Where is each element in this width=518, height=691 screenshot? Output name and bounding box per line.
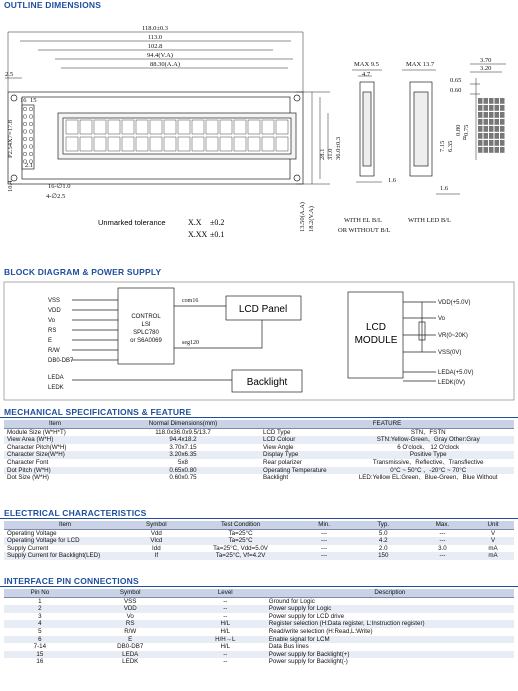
mech-cell: Character Font — [7, 458, 49, 466]
elec-cell: mA — [472, 552, 514, 560]
dim-8: 8 — [463, 135, 467, 142]
pins-row — [4, 658, 514, 666]
pin-hole — [23, 122, 27, 126]
elec-header: Max. — [413, 521, 472, 529]
controller-line-3: SPLC780 — [133, 330, 159, 336]
mech-row — [4, 428, 514, 436]
dim-113: 113.0 — [147, 34, 163, 41]
controller-line-4: or S6A0069 — [130, 338, 162, 344]
dim-3-70: 3.70 — [480, 57, 492, 64]
dim-1-6a: 1.6 — [388, 177, 397, 184]
dim-16: 16 — [20, 97, 27, 104]
matrix-dot — [489, 133, 494, 139]
elec-header: Typ. — [354, 521, 413, 529]
mech-row — [4, 459, 514, 467]
pins-cell: 3 — [38, 612, 42, 620]
dim-0-80: 0.80 — [455, 124, 462, 136]
pins-cell: Vo — [126, 612, 134, 620]
elec-cell: 5.0 — [378, 529, 388, 537]
elec-row — [4, 545, 514, 553]
el-note-1: WITH EL B/L — [344, 217, 383, 224]
elec-cell: Ta=25°C, Vf=4.2V — [187, 552, 295, 560]
elec-header: Unit — [472, 521, 514, 529]
dim-0-75: 0.75 — [463, 124, 470, 136]
pins-cell: H/L — [220, 643, 231, 651]
matrix-dot — [500, 112, 505, 118]
mech-cell: Rear polarizer — [263, 458, 302, 466]
matrix-dot — [484, 140, 489, 146]
tol2-val: ±0.1 — [210, 230, 225, 239]
mech-cell: Module Size (W*H*T) — [7, 428, 66, 436]
mech-cell: 94.4x18.2 — [106, 436, 260, 444]
elec-cell: V — [490, 529, 496, 537]
pins-cell: H/H→L — [185, 636, 266, 644]
pins-cell: Enable signal for LCM — [266, 636, 514, 644]
pins-cell: LEDA — [76, 651, 185, 659]
matrix-dot — [500, 140, 505, 146]
pin-hole — [23, 107, 27, 111]
elec-row — [4, 552, 514, 560]
pins-cell: 5 — [38, 627, 42, 635]
block-pin-rw: R/W — [48, 348, 60, 354]
mech-cell: 0.65x0.80 — [106, 467, 260, 475]
pins-cell: -- — [223, 597, 228, 605]
pins-cell: E — [76, 636, 185, 644]
pin-hole — [29, 145, 33, 149]
elec-spec-table — [4, 521, 514, 560]
matrix-dot — [478, 133, 483, 139]
mech-row — [4, 444, 514, 452]
pins-cell: Power supply for Backlight(-) — [268, 658, 348, 666]
elec-cell: --- — [413, 552, 472, 560]
right-pin-vr: VR(0~20K) — [438, 333, 468, 339]
matrix-dot — [478, 147, 483, 153]
pins-cell: 16 — [36, 658, 44, 666]
dot-matrix-detail — [478, 98, 505, 153]
elec-cell: --- — [321, 544, 328, 552]
pins-cell: H/L — [220, 627, 231, 635]
elec-cell: Vdd — [150, 529, 162, 537]
dim-18-2: 18.2(V.A) — [308, 206, 315, 232]
elec-cell: Ta=25°C, Vdd=5.0V — [213, 544, 268, 552]
elec-cell: Idd — [152, 544, 161, 552]
elec-header: Test Condition — [187, 521, 295, 529]
pins-cell: 1 — [38, 597, 42, 605]
matrix-dot — [495, 147, 500, 153]
matrix-dot — [495, 126, 500, 132]
elec-cell: If — [126, 552, 186, 560]
mech-cell: 0.60x0.75 — [169, 474, 197, 482]
mech-row — [4, 467, 514, 475]
matrix-dot — [489, 140, 494, 146]
dim-10-4: 10.4 — [7, 180, 14, 192]
elec-header: Min. — [295, 521, 354, 529]
dim-6-35: 6.35 — [447, 140, 454, 152]
pins-cell: -- — [223, 658, 228, 666]
dim-31: 31.0 — [327, 148, 334, 160]
pins-cell: -- — [185, 651, 266, 659]
backlight-label: Backlight — [246, 377, 288, 388]
elec-cell: --- — [413, 537, 472, 545]
elec-cell: --- — [295, 537, 354, 545]
matrix-dot — [478, 98, 483, 104]
pins-cell: H/L — [185, 620, 266, 628]
matrix-dot — [489, 112, 494, 118]
dim-2-5: 2.5 — [5, 71, 14, 78]
dim-2-1: 2.1 — [25, 162, 34, 169]
mech-cell: View Area (W*H) — [4, 436, 106, 444]
pins-cell: 15 — [4, 651, 76, 659]
tol1-val: ±0.2 — [210, 218, 225, 227]
pin-hole — [29, 107, 33, 111]
pin-hole — [29, 130, 33, 134]
elec-cell: Ta=25°C — [228, 529, 253, 537]
pin-holes — [23, 107, 33, 163]
elec-cell: 4.2 — [354, 537, 413, 545]
matrix-dot — [489, 126, 494, 132]
pins-cell: 2 — [4, 605, 76, 613]
pins-cell: Ground for Logic — [268, 597, 315, 605]
pins-cell: R/W — [124, 627, 137, 635]
pin-hole — [29, 152, 33, 156]
block-pin-vss: VSS — [48, 298, 61, 304]
controller-line-1: CONTROL — [131, 314, 161, 320]
mech-cell: Dot Pitch (W*H) — [4, 467, 106, 475]
matrix-dot — [495, 133, 500, 139]
matrix-dot — [489, 147, 494, 153]
mech-cell: 118.0x36.0x9.5/13.7 — [155, 428, 211, 436]
module-label-2: MODULE — [354, 335, 398, 346]
matrix-dot — [484, 112, 489, 118]
elec-header: Symbol — [126, 521, 186, 529]
elec-cell: Vlcd — [126, 537, 186, 545]
right-pin-vss: VSS(0V) — [438, 350, 462, 356]
pins-cell: Read/write selection (H:Read,L:Write) — [268, 627, 373, 635]
matrix-dot — [484, 126, 489, 132]
mech-spec-table — [4, 420, 514, 482]
block-diagram — [0, 280, 518, 402]
mech-header-feature: FEATURE — [260, 420, 514, 428]
elec-cell: --- — [295, 552, 354, 560]
mech-cell: 3.20x6.35 — [106, 451, 260, 459]
pins-section-title: INTERFACE PIN CONNECTIONS — [4, 576, 139, 586]
matrix-dot — [500, 98, 505, 104]
matrix-dot — [484, 147, 489, 153]
seg-label: seg120 — [182, 340, 199, 346]
block-pin-e: E — [48, 338, 53, 344]
pins-header: Level — [185, 589, 266, 597]
dim-holes-2: 4-∅2.5 — [46, 193, 66, 200]
pins-cell: LEDK — [122, 658, 139, 666]
pins-cell: 4 — [4, 620, 76, 628]
elec-header: Item — [4, 521, 126, 529]
dim-13-5: 13.50(A.A) — [299, 202, 306, 232]
mech-cell: Display Type — [260, 451, 342, 459]
elec-cell: Ta=25°C — [187, 537, 295, 545]
outline-section-title: OUTLINE DIMENSIONS — [4, 0, 102, 10]
dim-28-1: 28.1 — [319, 148, 326, 160]
elec-cell: 2.0 — [378, 544, 388, 552]
matrix-dot — [489, 105, 494, 111]
pins-header: Symbol — [76, 589, 185, 597]
elec-row — [4, 537, 514, 545]
pins-row — [4, 597, 514, 605]
mech-cell: 5x8 — [178, 458, 188, 466]
mech-cell: STN、FSTN — [410, 428, 446, 436]
matrix-dot — [500, 133, 505, 139]
elec-cell: Supply Current — [7, 544, 49, 552]
side-view-el — [352, 70, 382, 182]
dim-102: 102.8 — [147, 43, 163, 50]
block-pin-ledk: LEDK — [48, 385, 64, 391]
matrix-dot — [489, 119, 494, 125]
pin-table — [4, 589, 514, 666]
dim-88: 88.30(A.A) — [150, 61, 180, 68]
pins-cell: -- — [223, 612, 228, 620]
pins-row — [4, 643, 514, 651]
mech-cell: Dot Size (W*H) — [7, 474, 49, 482]
elec-cell: Supply Current for Backlight(LED) — [4, 552, 126, 560]
dim-94: 94.4(V.A) — [147, 52, 173, 59]
mech-cell: 3.70x7.15 — [169, 443, 197, 451]
pin-hole — [23, 115, 27, 119]
mech-row — [4, 451, 514, 459]
com-label: com16 — [182, 298, 199, 304]
pin-hole — [29, 122, 33, 126]
matrix-dot — [495, 119, 500, 125]
mech-cell: Positive Type — [342, 451, 514, 459]
right-pin-vdd: VDD(+5.0V) — [438, 300, 471, 306]
pins-row — [4, 651, 514, 659]
lcd-panel-label: LCD Panel — [238, 304, 288, 315]
tol1-key: X.X — [188, 218, 202, 227]
dim-pitch: P2.54X7=17.8 — [7, 120, 14, 158]
matrix-dot — [500, 126, 505, 132]
matrix-dot — [495, 140, 500, 146]
module-front-view — [8, 92, 303, 184]
pins-cell: Register selection (H:Data register, L:Instruction register) — [266, 620, 514, 628]
elec-cell: --- — [321, 529, 328, 537]
mech-header-dims: Normal Dimensions(mm) — [106, 420, 260, 428]
mech-header-item: Item — [4, 420, 106, 428]
block-section-title: BLOCK DIAGRAM & POWER SUPPLY — [4, 267, 162, 277]
elec-cell: V — [472, 537, 514, 545]
matrix-dot — [478, 119, 483, 125]
mech-rule — [0, 417, 518, 418]
dim-36: 36.0±0.3 — [335, 136, 342, 160]
dim-max9-5: MAX 9.5 — [354, 61, 379, 68]
elec-cell: --- — [439, 529, 446, 537]
block-pin-db: DB0-DB7 — [48, 358, 74, 364]
controller-line-2: LSI — [141, 322, 151, 328]
pin-hole — [29, 137, 33, 141]
dim-1-6b: 1.6 — [440, 185, 449, 192]
elec-rule — [0, 518, 518, 519]
led-note: WITH LED B/L — [408, 217, 451, 224]
dim-7-15: 7.15 — [439, 140, 446, 152]
dim-holes-1: 16-∅1.0 — [48, 183, 71, 190]
matrix-dot — [484, 98, 489, 104]
pins-cell: DB0-DB7 — [117, 643, 144, 651]
elec-cell: Operating Voltage — [7, 529, 57, 537]
dim-0-60: 0.60 — [450, 87, 462, 94]
pins-cell: Data Bus lines — [268, 643, 309, 651]
dim-3-20: 3.20 — [480, 65, 492, 72]
pins-row — [4, 636, 514, 644]
mech-cell: LCD Colour — [260, 436, 342, 444]
pin-hole — [23, 137, 27, 141]
pins-cell: VDD — [76, 605, 185, 613]
elec-row — [4, 529, 514, 537]
elec-cell: 3.0 — [438, 544, 447, 552]
dim-0-65: 0.65 — [450, 77, 462, 84]
pin-hole — [29, 115, 33, 119]
mech-cell: 6 O'clock、 12 O'clock — [397, 443, 460, 451]
pins-cell: -- — [185, 605, 266, 613]
pins-row — [4, 613, 514, 621]
dim-max13-7: MAX 13.7 — [406, 61, 435, 68]
matrix-dot — [478, 105, 483, 111]
module-label-1: LCD — [365, 322, 387, 333]
elec-cell: mA — [488, 544, 498, 552]
pin-hole — [23, 152, 27, 156]
mech-cell: STN:Yellow-Green、Gray Other:Gray — [342, 436, 514, 444]
tol2-key: X.XX — [188, 230, 208, 239]
mech-cell: Transmissive、Reflective、Transflective — [372, 458, 484, 466]
block-pin-rs: RS — [48, 328, 57, 334]
pins-header: Description — [266, 589, 514, 597]
matrix-dot — [500, 119, 505, 125]
elec-cell: 150 — [354, 552, 413, 560]
mech-row — [4, 474, 514, 482]
mech-cell: Character Size(W*H) — [4, 451, 106, 459]
matrix-dot — [500, 147, 505, 153]
elec-section-title: ELECTRICAL CHARACTERISTICS — [4, 508, 147, 518]
pins-header: Pin No — [4, 589, 76, 597]
pins-row — [4, 605, 514, 613]
pins-row — [4, 628, 514, 636]
pins-cell: Power supply for Backlight(+) — [266, 651, 514, 659]
block-pin-vo: Vo — [48, 318, 56, 324]
pins-rule — [0, 586, 518, 587]
mech-cell: Operating Temperature — [260, 467, 342, 475]
matrix-dot — [478, 140, 483, 146]
right-pin-leda: LEDA(+5.0V) — [438, 370, 474, 376]
matrix-dot — [484, 119, 489, 125]
mech-row — [4, 436, 514, 444]
mech-cell: LCD Type — [263, 428, 291, 436]
pins-cell: Power supply for Logic — [266, 605, 514, 613]
mech-cell: 0°C ~ 50°C 、-20°C ~ 70°C — [342, 467, 514, 475]
matrix-dot — [489, 98, 494, 104]
block-pin-vdd: VDD — [48, 308, 61, 314]
mech-section-title: MECHANICAL SPECIFICATIONS & FEATURE — [4, 407, 192, 417]
pins-cell: 6 — [4, 636, 76, 644]
matrix-dot — [495, 98, 500, 104]
matrix-dot — [495, 112, 500, 118]
pin-hole — [23, 130, 27, 134]
mech-cell: Character Pitch(W*H) — [7, 443, 67, 451]
matrix-dot — [484, 133, 489, 139]
el-note-2: OR WITHOUT B/L — [338, 227, 391, 234]
pins-cell: RS — [76, 620, 185, 628]
mech-cell: LED:Yellow EL:Green、Blue-Green、Blue Without — [358, 474, 498, 482]
mech-cell: Backlight — [263, 474, 289, 482]
dim-15: 15 — [30, 97, 37, 104]
elec-cell: Operating Voltage for LCD — [4, 537, 126, 545]
right-pin-ledk: LEDK(0V) — [438, 380, 466, 386]
pin-hole — [23, 145, 27, 149]
dim-118: 118.0±0.3 — [141, 25, 169, 32]
outline-drawing — [0, 10, 518, 260]
matrix-dot — [478, 126, 483, 132]
dim-4-7: 4.7 — [362, 71, 371, 78]
tolerance-label: Unmarked tolerance — [98, 218, 166, 227]
matrix-dot — [478, 112, 483, 118]
matrix-dot — [484, 105, 489, 111]
pins-cell: Power supply for LCD drive — [268, 612, 345, 620]
pins-cell: 7-14 — [33, 643, 47, 651]
pins-row — [4, 620, 514, 628]
pins-cell: VSS — [124, 597, 137, 605]
matrix-dot — [500, 105, 505, 111]
matrix-dot — [495, 105, 500, 111]
block-pin-leda: LEDA — [48, 375, 64, 381]
mech-cell: View Angle — [263, 443, 294, 451]
right-pin-vo: Vo — [438, 316, 446, 322]
